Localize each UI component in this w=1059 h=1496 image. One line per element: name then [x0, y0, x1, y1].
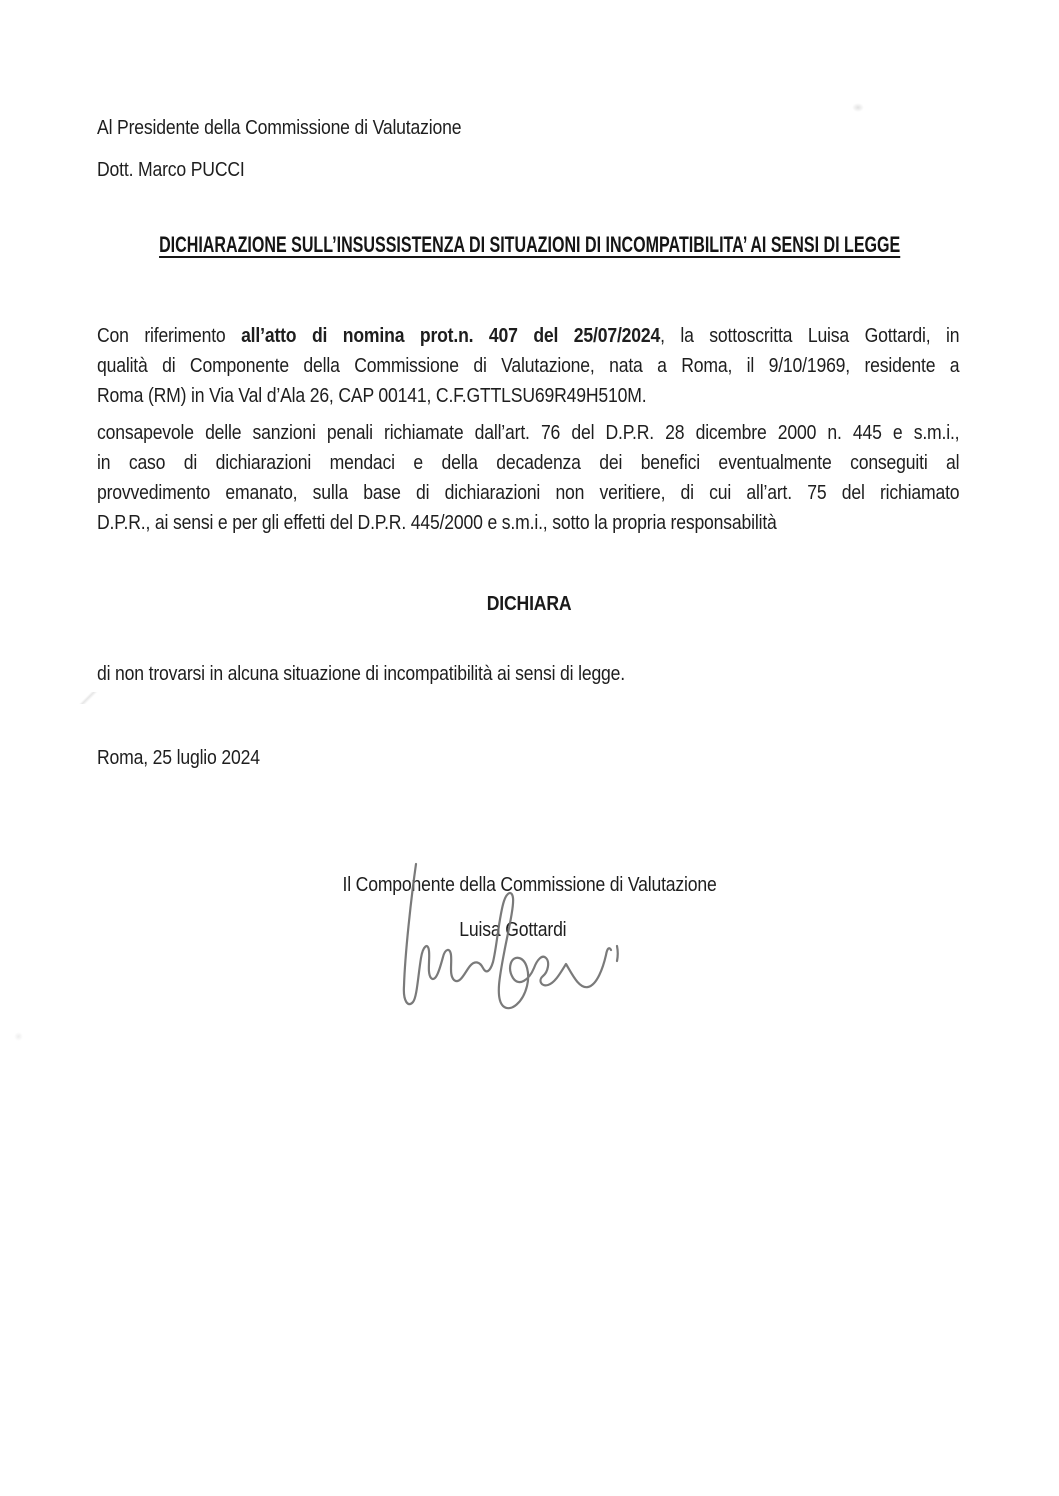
recipient-line-2: Dott. Marco PUCCI	[97, 159, 245, 181]
signature-role-row	[0, 870, 1059, 900]
paragraph-legal-line-4: D.P.R., ai sensi e per gli effetti del D.P.R. 445/2000 e s.m.i., sotto la propria responsabilità	[97, 512, 777, 534]
paragraph-reference-line-1	[97, 321, 959, 351]
paragraph-legal-notice	[97, 418, 959, 538]
para1-line1-bold: all’atto di nomina prot.n. 407 del 25/07/2024	[241, 325, 661, 347]
paragraph-legal-line-3: provvedimento emanato, sulla base di dichiarazioni non veritiere, di cui all’art. 75 del richiamato	[97, 482, 960, 504]
paragraph-reference	[97, 321, 959, 411]
paragraph-legal-line-1: consapevole delle sanzioni penali richiamate dall’art. 76 del D.P.R. 28 dicembre 2000 n. 445 e s.m.i.,	[97, 422, 960, 444]
paragraph-legal-line-2: in caso di dichiarazioni mendaci e della decadenza dei benefici eventualmente conseguiti al	[97, 452, 960, 474]
paragraph-reference-line-2: qualità di Componente della Commissione di Valutazione, nata a Roma, il 9/10/1969, residente a	[97, 355, 960, 377]
declare-heading-row	[0, 589, 1059, 619]
para1-line1-post: , la sottoscritta Luisa Gottardi, in	[660, 325, 960, 347]
paragraph-reference-line-3: Roma (RM) in Via Val d’Ala 26, CAP 00141, C.F.GTTLSU69R49H510M.	[97, 385, 647, 407]
para1-line1-pre: Con riferimento	[97, 325, 242, 347]
document-title	[0, 230, 1059, 260]
recipient-line-1: Al Presidente della Commissione di Valutazione	[97, 117, 462, 139]
dateline: Roma, 25 luglio 2024	[97, 747, 260, 769]
scan-artifact	[14, 1032, 23, 1041]
scan-artifact	[852, 103, 864, 112]
declaration-statement: di non trovarsi in alcuna situazione di incompatibilità ai sensi di legge.	[97, 663, 625, 685]
signature-role-line: Il Componente della Commissione di Valutazione	[342, 874, 717, 896]
scan-artifact	[78, 692, 98, 704]
document-title-text: DICHIARAZIONE SULL’INSUSSISTENZA DI SITUAZIONI DI INCOMPATIBILITA’ AI SENSI DI LEGGE	[158, 232, 901, 257]
signature-name: Luisa Gottardi	[458, 919, 567, 941]
declare-heading: DICHIARA	[487, 593, 572, 615]
signature-name-row	[0, 915, 1059, 945]
